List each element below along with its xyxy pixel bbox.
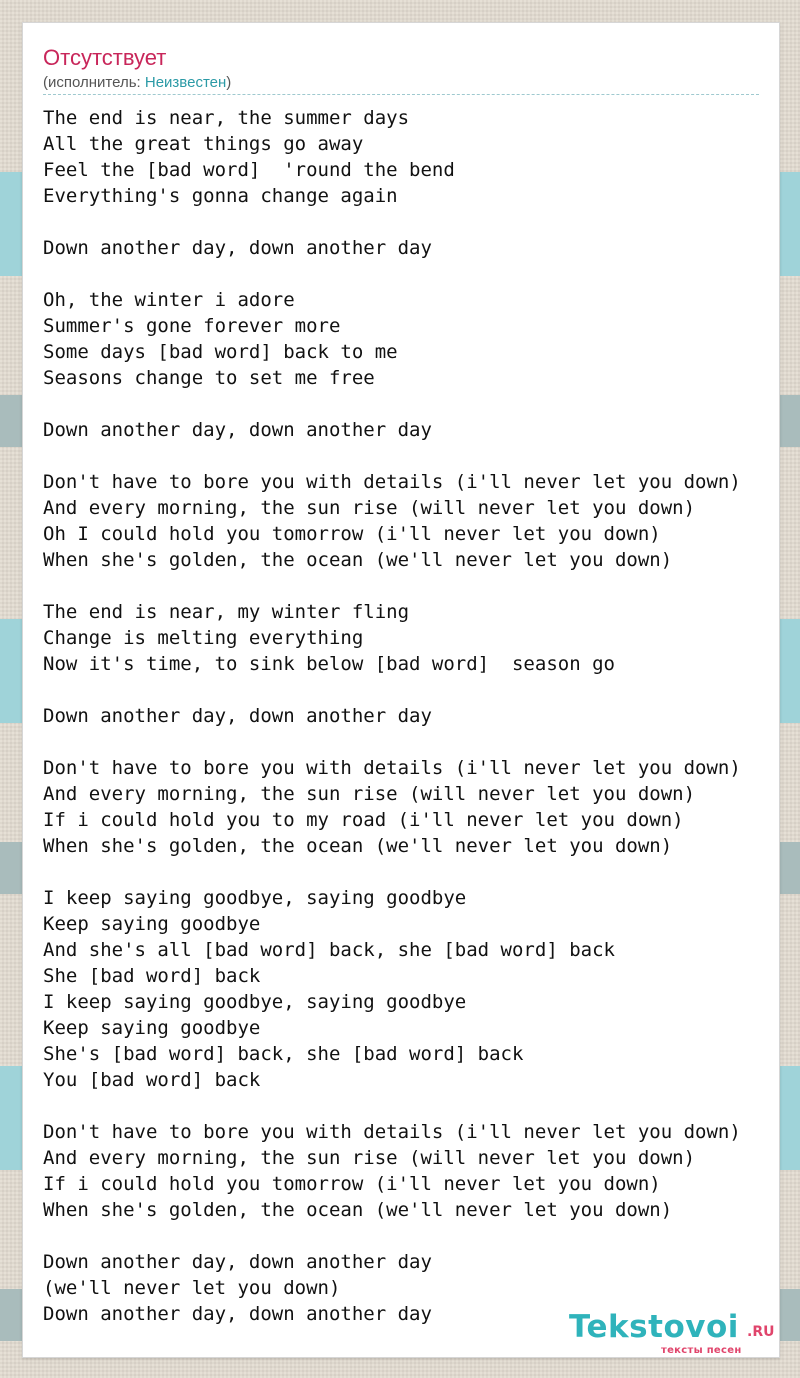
logo-tld: .RU [747, 1324, 775, 1340]
header-divider [43, 94, 759, 95]
song-title: Отсутствует [43, 45, 167, 70]
lyrics-card [22, 22, 780, 1358]
artist-line [43, 74, 231, 91]
logo-subtitle: тексты песен [661, 1345, 742, 1356]
logo-wordmark: Tekstovoi [569, 1309, 739, 1345]
artist-prefix: (исполнитель: [43, 74, 145, 91]
artist-suffix: ) [226, 74, 232, 91]
lyrics-text: The end is near, the summer days All the great things go away Feel the [bad word] 'round the bend Everything's gonna change again Down another day, down another day Oh, the winter i adore Summer's gone forever more Some days [bad word] back to me Seasons change to set me free Down another day, down another day Don't have to bore you with details (i'll never let you down) And every morning, the sun rise (will never let you down) Oh I could hold you tomorrow (i'll never let you down) When she's golden, the ocean (we'll never let you down) The end is near, my winter fling Change is melting everything Now it's time, to sink below [bad word] season go Down another day, down another day Don't have to bore you with details (i'll never let you down) And every morning, the sun rise (will never let you down) If i could hold you to my road (i'll never let you down) When she's golden, the ocean (we'll never let you down) I keep saying goodbye, saying goodbye Keep saying goodbye And she's all [bad word] back, she [bad word] back She [bad word] back I keep saying goodbye, saying goodbye Keep saying goodbye She's [bad word] back, she [bad word] back You [bad word] back Don't have to bore you with details (i'll never let you down) And every morning, the sun rise (will never let you down) If i could hold you tomorrow (i'll never let you down) When she's golden, the ocean (we'll never let you down) Down another day, down another day (we'll never let you down) Down another day, down another day [43, 107, 741, 1325]
artist-link[interactable]: Неизвестен [144, 74, 227, 91]
site-logo[interactable] [569, 1309, 779, 1357]
